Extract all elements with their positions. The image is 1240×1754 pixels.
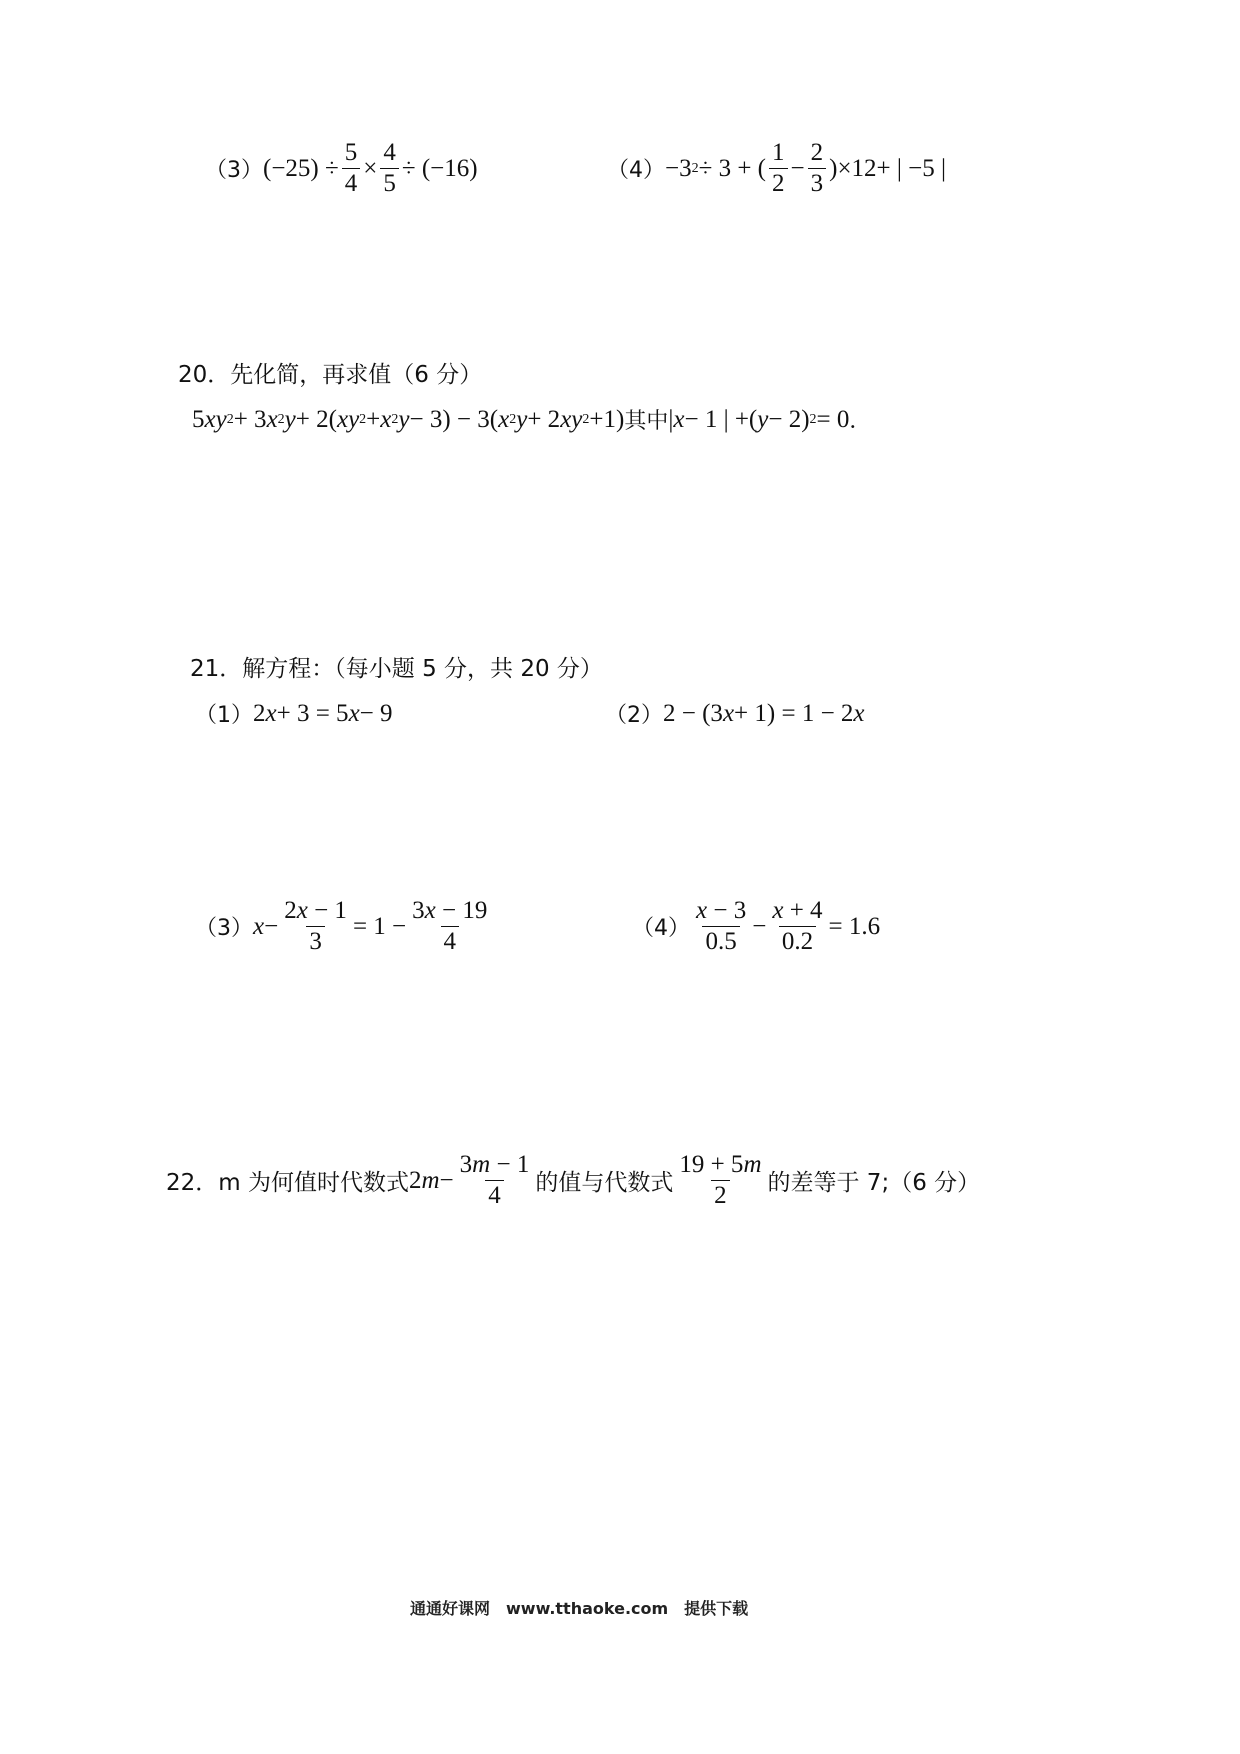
variable: x xyxy=(296,897,308,924)
expr-part: 2 xyxy=(408,1166,422,1194)
expr-part: − xyxy=(439,1166,454,1194)
variable: x xyxy=(253,912,265,940)
problem-21-heading: 21．解方程：（每小题 5 分，共 20 分） xyxy=(190,656,603,682)
variable: m xyxy=(743,1151,762,1178)
denominator: 3 xyxy=(306,926,325,955)
denominator: 2 xyxy=(711,1180,730,1209)
numerator xyxy=(281,898,350,926)
expr-part: − 3) − 3( xyxy=(409,405,499,433)
expr-part: + 4 xyxy=(783,897,823,924)
expr-part: − xyxy=(790,154,805,182)
numerator xyxy=(457,1152,533,1180)
fraction xyxy=(769,140,788,198)
variable: y xyxy=(398,405,410,433)
expr-part: = 1.6 xyxy=(828,912,881,940)
item-label: （4） xyxy=(632,916,690,942)
problem-21-item-1 xyxy=(195,698,393,729)
denominator: 4 xyxy=(342,168,361,197)
expr-part: (−25) ÷ xyxy=(263,154,339,182)
fraction xyxy=(457,1152,533,1210)
variable: xy xyxy=(560,405,583,433)
variable: x xyxy=(696,897,708,924)
numerator: 1 xyxy=(772,139,785,166)
expr-part: = 1 − xyxy=(352,912,407,940)
expr-part: − 3 xyxy=(707,897,747,924)
fraction xyxy=(281,898,350,956)
expr-part: 19 + 5 xyxy=(679,1151,744,1178)
condition-word: 其中 xyxy=(624,409,669,434)
expr-part: + 2 xyxy=(527,405,561,433)
variable: x xyxy=(380,405,392,433)
expr-part: 3 xyxy=(459,1151,473,1178)
fraction xyxy=(769,898,825,956)
expr-part: +1) xyxy=(589,405,625,433)
problem-22-text: 的差等于 7;（6 分） xyxy=(767,1170,981,1197)
problem-22-text: 22．m 为何值时代数式 xyxy=(166,1170,409,1197)
numerator xyxy=(769,898,825,926)
expr-part: −3 xyxy=(665,154,692,182)
variable: x xyxy=(853,699,865,727)
variable: x xyxy=(722,699,735,727)
denominator: 2 xyxy=(769,168,788,197)
problem-22-text: 的值与代数式 xyxy=(535,1170,674,1197)
item-label: （1） xyxy=(195,703,253,728)
expr-part: + 3 xyxy=(233,405,267,433)
fraction xyxy=(808,140,827,198)
numerator xyxy=(409,898,490,926)
variable: m xyxy=(421,1166,440,1194)
fraction xyxy=(676,1152,764,1210)
expr-part: − 2) xyxy=(768,405,810,433)
expr-part: − 19 xyxy=(435,897,488,924)
expr-part: − xyxy=(264,912,279,940)
expr-part: − 1 | +( xyxy=(684,405,758,433)
expr-part: × xyxy=(363,154,378,182)
numerator xyxy=(676,1152,764,1180)
item-label: （3） xyxy=(205,158,263,184)
expr-part: 5 xyxy=(192,405,205,433)
variable: y xyxy=(516,405,528,433)
variable: x xyxy=(424,897,436,924)
expr-part: 2 xyxy=(284,897,297,924)
variable: x xyxy=(673,405,685,433)
fraction xyxy=(342,140,361,198)
variable: m xyxy=(472,1151,491,1178)
numerator: 4 xyxy=(383,139,396,166)
footer-watermark: 通通好课网 www.tthaoke.com 提供下载 xyxy=(410,1599,749,1618)
numerator: 2 xyxy=(810,139,824,166)
denominator: 4 xyxy=(485,1180,504,1209)
expr-part: | xyxy=(668,405,674,433)
expr-part: = 0 xyxy=(816,405,850,433)
fraction xyxy=(380,140,399,198)
expr-part: + xyxy=(366,405,381,433)
period: ． xyxy=(849,409,872,434)
item-label: （4） xyxy=(607,158,665,184)
item-label: （2） xyxy=(605,703,663,728)
item-label: （3） xyxy=(195,916,253,942)
expr-part: ÷ 3 + ( xyxy=(698,154,767,182)
problem-21-item-3 xyxy=(195,898,493,956)
problem-20-expression: 5 xy 2 + 3 x 2 y + 2( xy 2 + x 2 y − 3) − 3( x 2 y + 2 xy 2 +1) 其中 | x − 1 | +( y − 2) 2 = 0 ． xyxy=(192,405,872,434)
expr-part: − 1 xyxy=(490,1151,530,1178)
expr-part: + 2( xyxy=(295,405,337,433)
numerator: 5 xyxy=(344,139,358,166)
problem-19-item-3 xyxy=(205,140,478,198)
expr-part: 2 − (3 xyxy=(663,699,723,727)
problem-22 xyxy=(166,1152,980,1210)
fraction xyxy=(693,898,749,956)
variable: x xyxy=(772,897,784,924)
problem-21-item-2 xyxy=(605,698,865,729)
variable: y xyxy=(757,405,769,433)
problem-19-item-4: （4） −3 2 ÷ 3 + ( $\frac{1}{2}$ − $\frac{2}{3}$ )×12+ | −5 | xyxy=(607,139,947,198)
variable: x xyxy=(498,405,510,433)
expr-part: )×12+ | −5 | xyxy=(829,154,947,182)
fraction xyxy=(409,898,490,956)
variable: xy xyxy=(204,405,227,433)
denominator: 4 xyxy=(441,926,460,955)
expr-part: 2 xyxy=(253,699,266,727)
denominator: 5 xyxy=(380,168,399,197)
denominator: 0.2 xyxy=(779,926,816,955)
expr-part: − 9 xyxy=(359,699,393,727)
variable: x xyxy=(265,699,277,727)
variable: xy xyxy=(336,405,360,433)
problem-21-item-4 xyxy=(632,898,880,956)
expr-part: + 3 = 5 xyxy=(276,699,349,727)
problem-20-heading: 20．先化简，再求值（6 分） xyxy=(178,362,483,388)
expr-part: − xyxy=(752,912,767,940)
expr-part: − 1 xyxy=(307,897,347,924)
numerator xyxy=(693,898,749,926)
expr-part: 3 xyxy=(412,897,425,924)
expr-part: + 1) = 1 − 2 xyxy=(734,699,854,727)
variable: x xyxy=(266,405,278,433)
variable: x xyxy=(348,699,360,727)
variable: y xyxy=(284,405,296,433)
denominator: 0.5 xyxy=(702,926,739,955)
expr-part: ÷ (−16) xyxy=(401,154,478,182)
denominator: 3 xyxy=(808,168,827,197)
